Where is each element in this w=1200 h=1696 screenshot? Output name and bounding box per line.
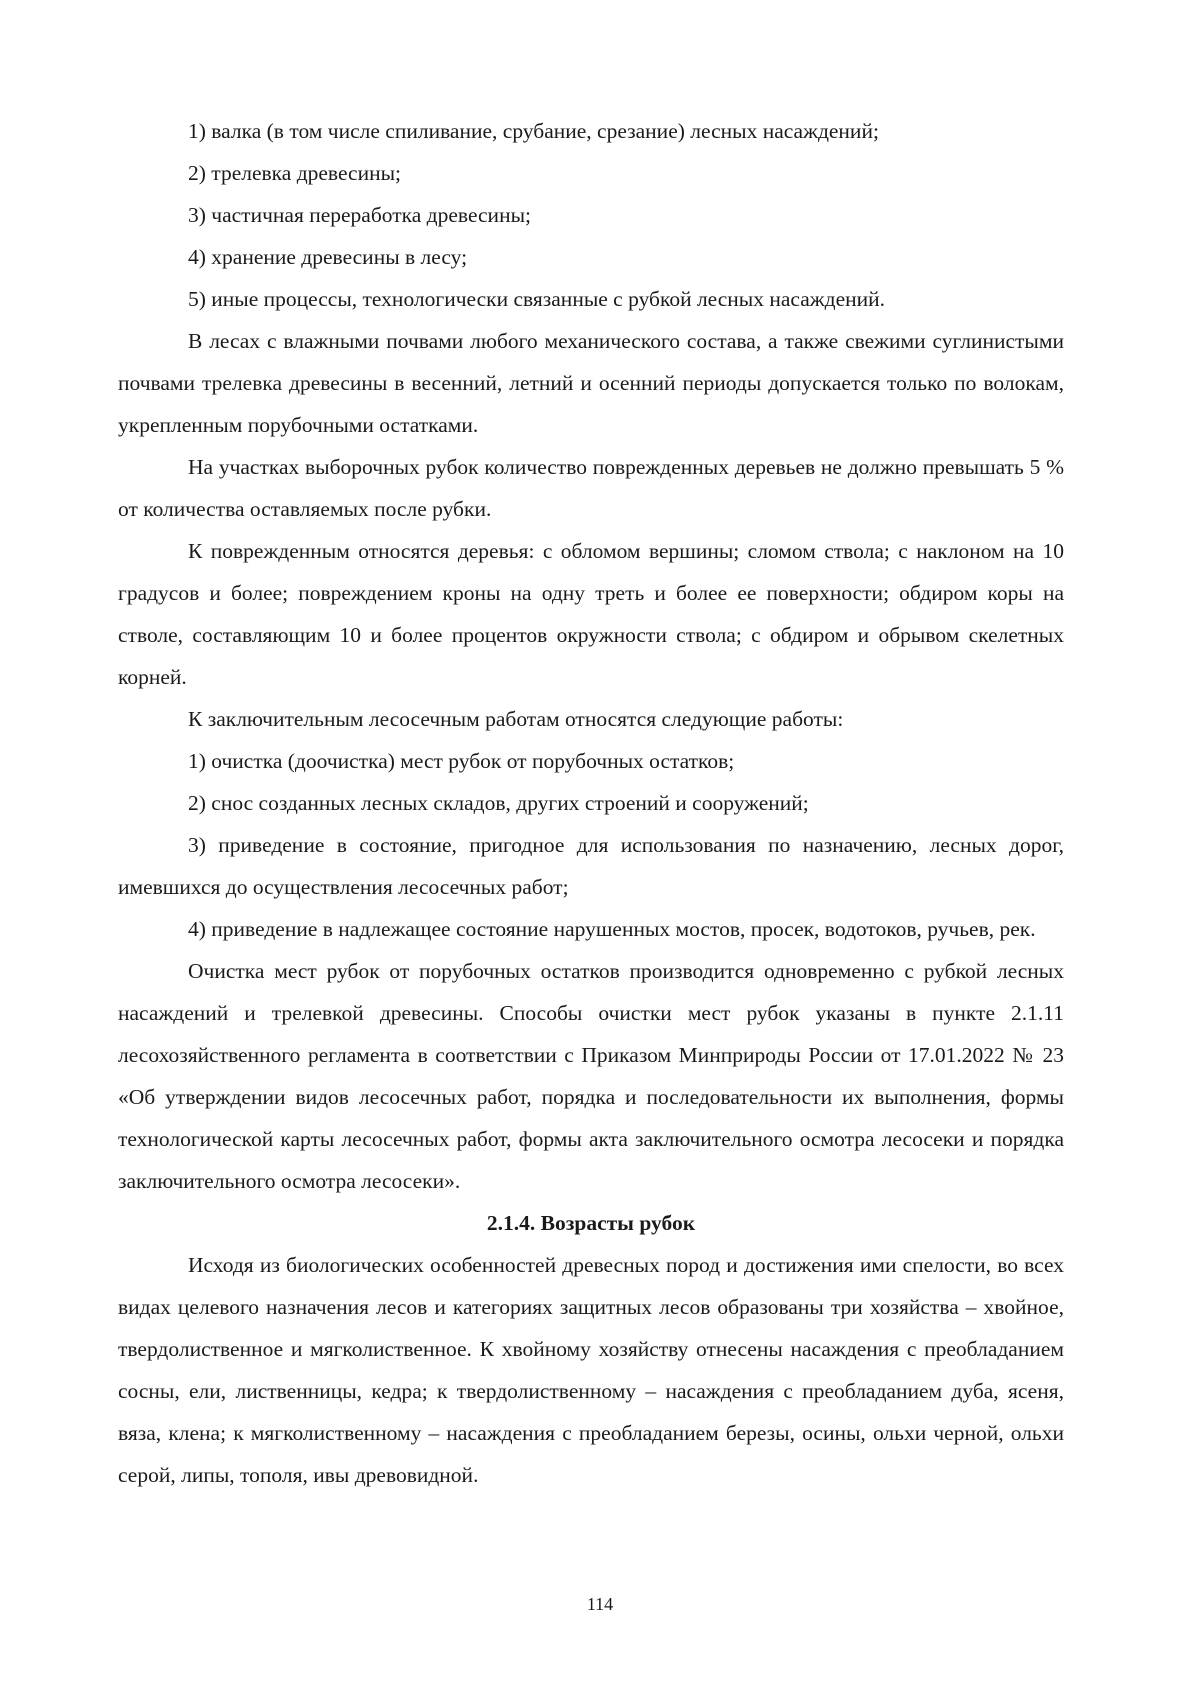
list-item-bridges: 4) приведение в надлежащее состояние нарушенных мостов, просек, водотоков, ручьев, рек. <box>188 917 1036 941</box>
paragraph-final-works-intro: К заключительным лесосечным работам относятся следующие работы: <box>188 707 844 731</box>
paragraph-cleanup-methods: Очистка мест рубок от порубочных остатков производится одновременно с рубкой лесных насаждений и трелевкой древесины. Способы очистки мест рубок указаны в пункте 2.1.11 лесохозяйственного регламента в соответствии с Приказом Минприроды России от 17.01.2022 № 23 «Об утверждении видов лесосечных работ, порядка и последовательности их выполнения, формы технологической карты лесосечных работ, формы акта заключительного осмотра лесосеки и порядка заключительного осмотра лесосеки». <box>118 959 1064 1193</box>
list-item-demolition: 2) снос созданных лесных складов, других строений и сооружений; <box>188 791 809 815</box>
list-item-partial-processing: 3) частичная переработка древесины; <box>188 203 531 227</box>
paragraph-selective-cutting: На участках выборочных рубок количество поврежденных деревьев не должно превышать 5 % от количества оставляемых после рубки. <box>118 455 1064 521</box>
paragraph-farms: Исходя из биологических особенностей древесных пород и достижения ими спелости, во всех видах целевого назначения лесов и категориях защитных лесов образованы три хозяйства – хвойное, твердолиственное и мягколиственное. К хвойному хозяйству отнесены насаждения с преобладанием сосны, ели, лиственницы, кедра; к твердолиственному – насаждения с преобладанием дуба, ясеня, вяза, клена; к мягколиственному – насаждения с преобладанием березы, осины, ольхи черной, ольхи серой, липы, тополя, ивы древовидной. <box>118 1253 1064 1487</box>
paragraph-damaged-trees: К поврежденным относятся деревья: с обломом вершины; сломом ствола; с наклоном на 10 градусов и более; повреждением кроны на одну треть и более ее поверхности; обдиром коры на стволе, составляющим 10 и более процентов окружности ствола; с обдиром и обрывом скелетных корней. <box>118 539 1064 689</box>
list-item-skidding: 2) трелевка древесины; <box>188 161 402 185</box>
paragraph-wet-soils: В лесах с влажными почвами любого механического состава, а также свежими суглинистыми почвами трелевка древесины в весенний, летний и осенний периоды допускается только по волокам, укрепленным порубочными остатками. <box>118 329 1064 437</box>
list-item-felling: 1) валка (в том числе спиливание, срубание, срезание) лесных насаждений; <box>188 119 879 143</box>
list-item-roads: 3) приведение в состояние, пригодное для использования по назначению, лесных дорог, имевшихся до осуществления лесосечных работ; <box>118 833 1064 899</box>
page-body <box>118 110 1064 1496</box>
list-item-storage: 4) хранение древесины в лесу; <box>188 245 468 269</box>
page-number: 114 <box>586 1594 614 1614</box>
list-item-cleanup: 1) очистка (доочистка) мест рубок от порубочных остатков; <box>188 749 735 773</box>
section-heading: 2.1.4. Возрасты рубок <box>486 1211 696 1235</box>
list-item-other-processes: 5) иные процессы, технологически связанные с рубкой лесных насаждений. <box>188 287 886 311</box>
